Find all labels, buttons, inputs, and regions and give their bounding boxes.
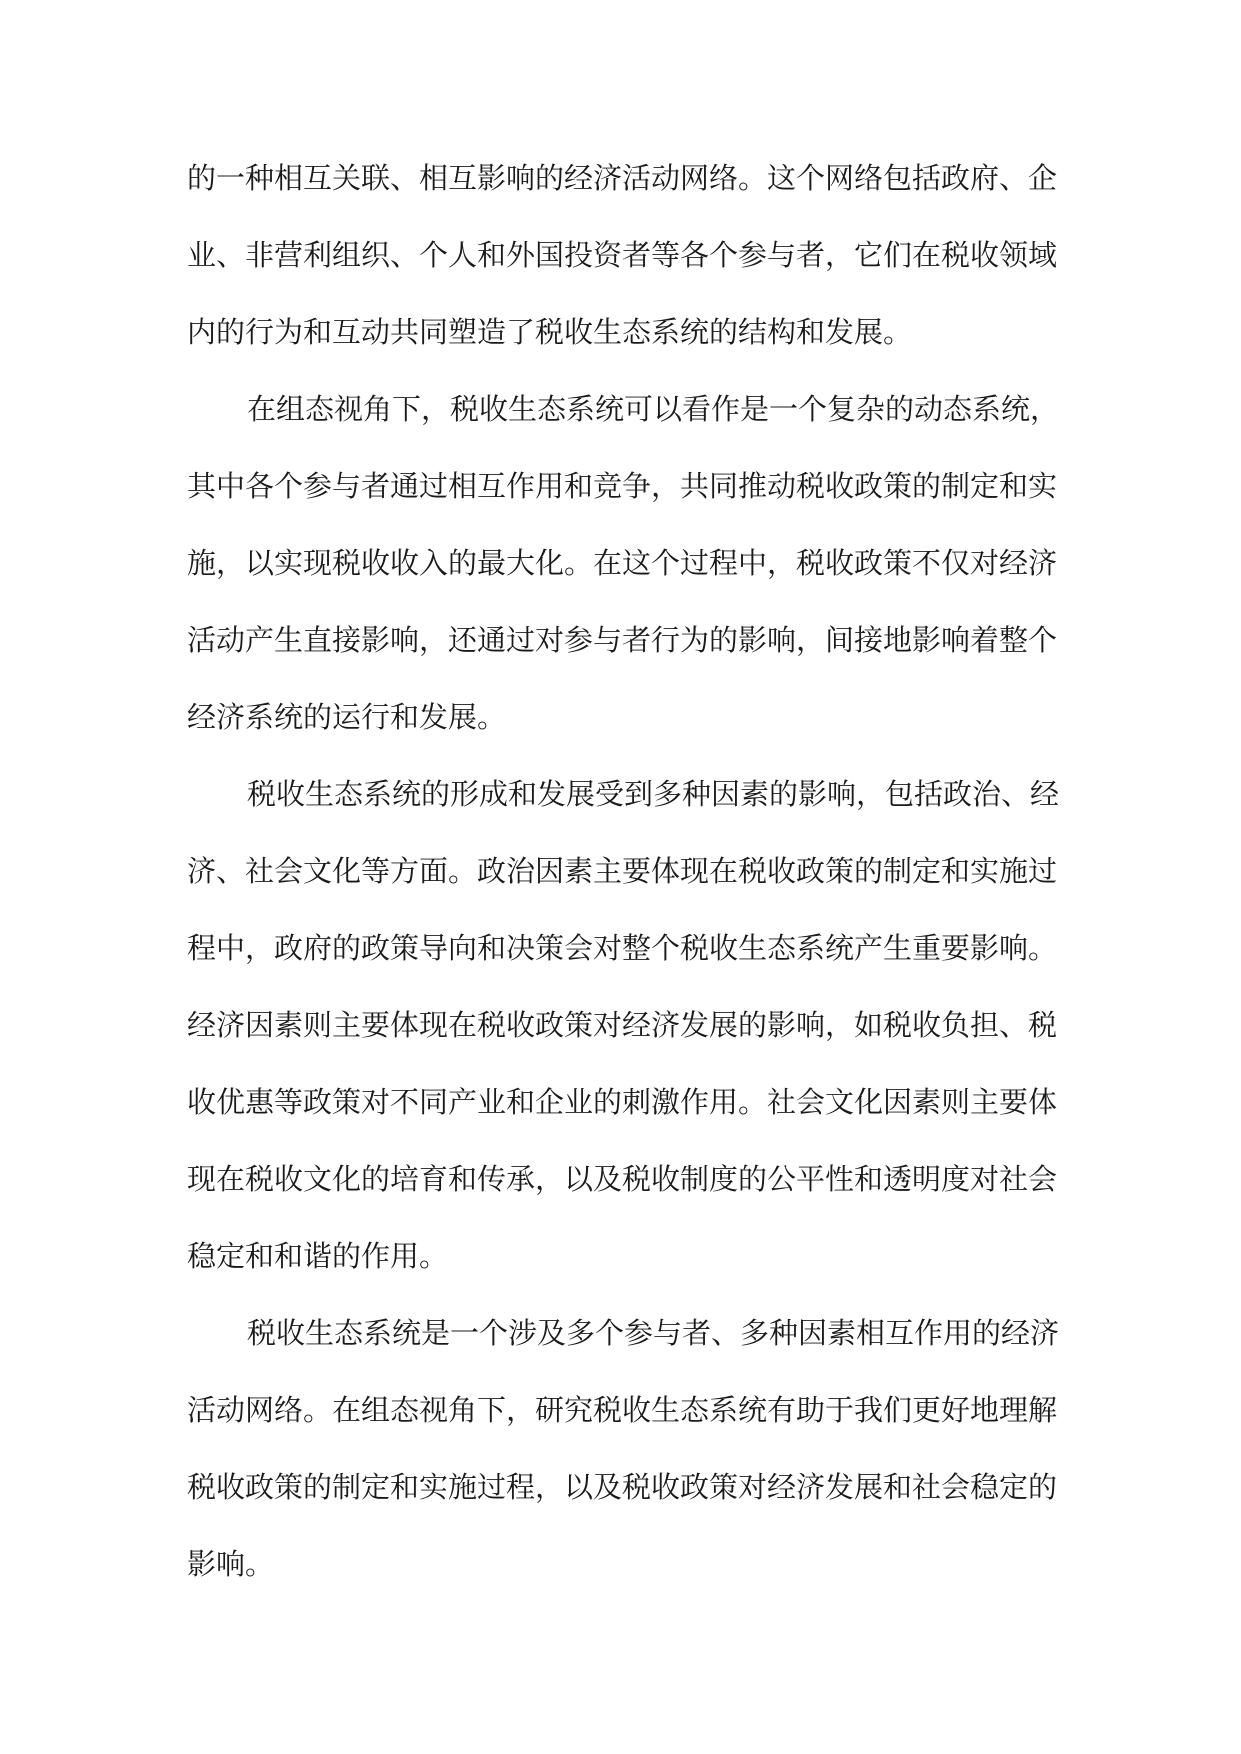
text-line: 其中各个参与者通过相互作用和竞争，共同推动税收政策的制定和实 [187,469,1058,503]
text-line: 济、社会文化等方面。政治因素主要体现在税收政策的制定和实施过 [187,854,1058,888]
paragraph-4 [187,1295,1067,1603]
text-line: 程中，政府的政策导向和决策会对整个税收生态系统产生重要影响。 [187,931,1058,965]
text-line: 业、非营利组织、个人和外国投资者等各个参与者，它们在税收领域 [187,238,1058,272]
document-body [187,140,1067,1603]
text-line: 经济系统的运行和发展。 [187,700,507,734]
text-line: 施，以实现税收收入的最大化。在这个过程中，税收政策不仅对经济 [187,546,1058,580]
text-line: 现在税收文化的培育和传承，以及税收制度的公平性和透明度对社会 [187,1162,1058,1196]
text-line: 影响。 [187,1547,275,1581]
text-line: 在组态视角下，税收生态系统可以看作是一个复杂的动态系统， [247,392,1060,426]
text-line: 内的行为和互动共同塑造了税收生态系统的结构和发展。 [187,315,913,349]
text-line: 活动网络。在组态视角下，研究税收生态系统有助于我们更好地理解 [187,1393,1058,1427]
text-line: 税收生态系统是一个涉及多个参与者、多种因素相互作用的经济 [247,1316,1060,1350]
text-line: 稳定和和谐的作用。 [187,1239,449,1273]
text-line: 的一种相互关联、相互影响的经济活动网络。这个网络包括政府、企 [187,161,1058,195]
text-line: 收优惠等政策对不同产业和企业的刺激作用。社会文化因素则主要体 [187,1085,1058,1119]
text-line: 经济因素则主要体现在税收政策对经济发展的影响，如税收负担、税 [187,1008,1058,1042]
text-line: 活动产生直接影响，还通过对参与者行为的影响，间接地影响着整个 [187,623,1058,657]
paragraph-1 [187,140,1067,371]
text-line: 税收政策的制定和实施过程，以及税收政策对经济发展和社会稳定的 [187,1470,1058,1504]
text-line: 税收生态系统的形成和发展受到多种因素的影响，包括政治、经 [247,777,1060,811]
paragraph-3 [187,756,1067,1295]
paragraph-2 [187,371,1067,756]
